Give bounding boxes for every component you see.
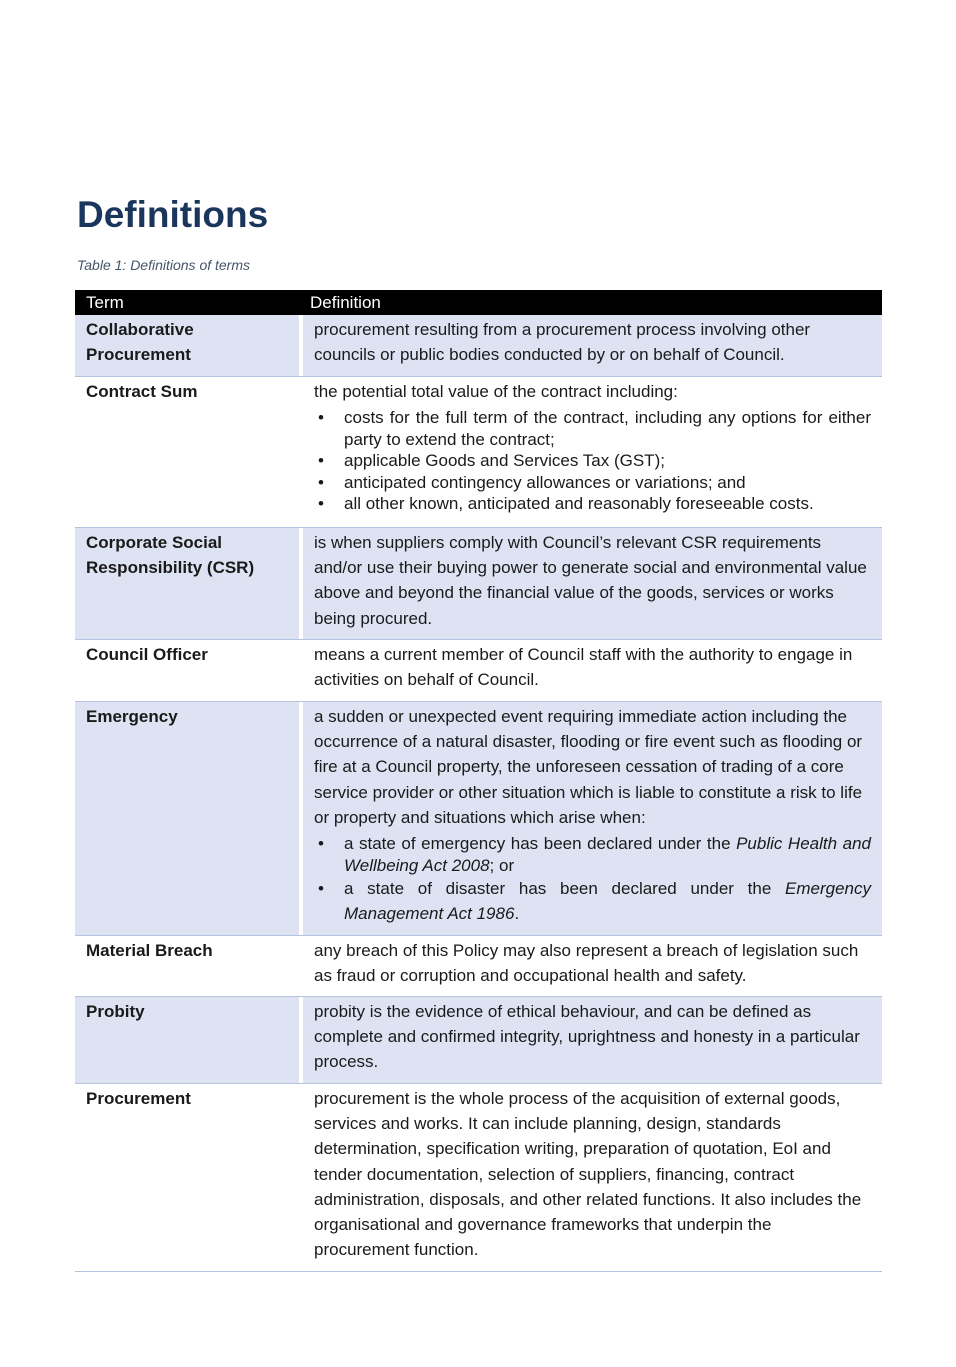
list-item: • all other known, anticipated and reasonably foreseeable costs. <box>344 493 871 515</box>
list-item: • costs for the full term of the contract, including any options for either party to extend the contract; <box>344 407 871 450</box>
list-item: • a state of disaster has been declared under the Emergency Management Act 1986. <box>344 876 871 926</box>
term-cell: Corporate Social Responsibility (CSR) <box>75 528 299 639</box>
definition-text: the potential total value of the contract including: <box>314 382 678 401</box>
table-row <box>75 702 882 936</box>
definition-cell <box>303 377 882 527</box>
definition-cell: probity is the evidence of ethical behaviour, and can be defined as complete and confirmed integrity, uprightness and honesty in a particular process. <box>303 997 882 1083</box>
definitions-table <box>75 290 882 1272</box>
table-row <box>75 997 882 1084</box>
definition-cell: is when suppliers comply with Council’s relevant CSR requirements and/or use their buying power to generate social and environmental value above and beyond the financial value of the goods, services or works being procured. <box>303 528 882 639</box>
term-cell: Procurement <box>86 1089 191 1108</box>
term-cell: Collaborative Procurement <box>75 315 299 376</box>
table-row <box>75 1084 882 1272</box>
definition-cell <box>303 702 882 935</box>
column-header-definition: Definition <box>310 293 381 312</box>
definition-text: a sudden or unexpected event requiring immediate action including the occurrence of a natural disaster, flooding or fire event such as flooding or fire at a Council property, the unforeseen cessation of trading of a core service provider or other situation which is liable to constitute a risk to life or property and situations which arise when: <box>314 707 863 827</box>
table-row <box>75 315 882 377</box>
page-title: Definitions <box>77 194 269 235</box>
table-row <box>75 377 882 528</box>
definition-cell: means a current member of Council staff with the authority to engage in activities on behalf of Council. <box>314 645 853 690</box>
table-caption: Table 1: Definitions of terms <box>77 257 251 273</box>
column-header-term: Term <box>86 293 124 312</box>
list-item: • a state of emergency has been declared under the Public Health and Wellbeing Act 2008; or <box>344 833 871 876</box>
definition-cell: any breach of this Policy may also represent a breach of legislation such as fraud or corruption and occupational health and safety. <box>314 941 859 986</box>
list-item: • anticipated contingency allowances or variations; and <box>344 472 871 494</box>
table-row <box>75 936 882 997</box>
term-cell: Emergency <box>75 702 299 935</box>
table-row <box>75 528 882 640</box>
table-header-row <box>75 290 882 315</box>
term-cell: Council Officer <box>86 645 208 664</box>
term-cell: Material Breach <box>86 941 213 960</box>
definition-cell: procurement resulting from a procurement process involving other councils or public bodies conducted by or on behalf of Council. <box>303 315 882 376</box>
list-item: • applicable Goods and Services Tax (GST); <box>344 450 871 472</box>
table-row <box>75 640 882 702</box>
bullet-list <box>314 407 871 515</box>
term-cell: Contract Sum <box>86 382 198 401</box>
term-cell: Probity <box>75 997 299 1083</box>
definition-cell: procurement is the whole process of the acquisition of external goods, services and works. It can include planning, design, standards determination, specification writing, preparation of quotation, EoI and tender documentation, selection of suppliers, financing, contract administration, disposals, and other related functions. It also includes the organisational and governance frameworks that underpin the procurement function. <box>314 1089 862 1260</box>
bullet-list <box>314 833 871 926</box>
